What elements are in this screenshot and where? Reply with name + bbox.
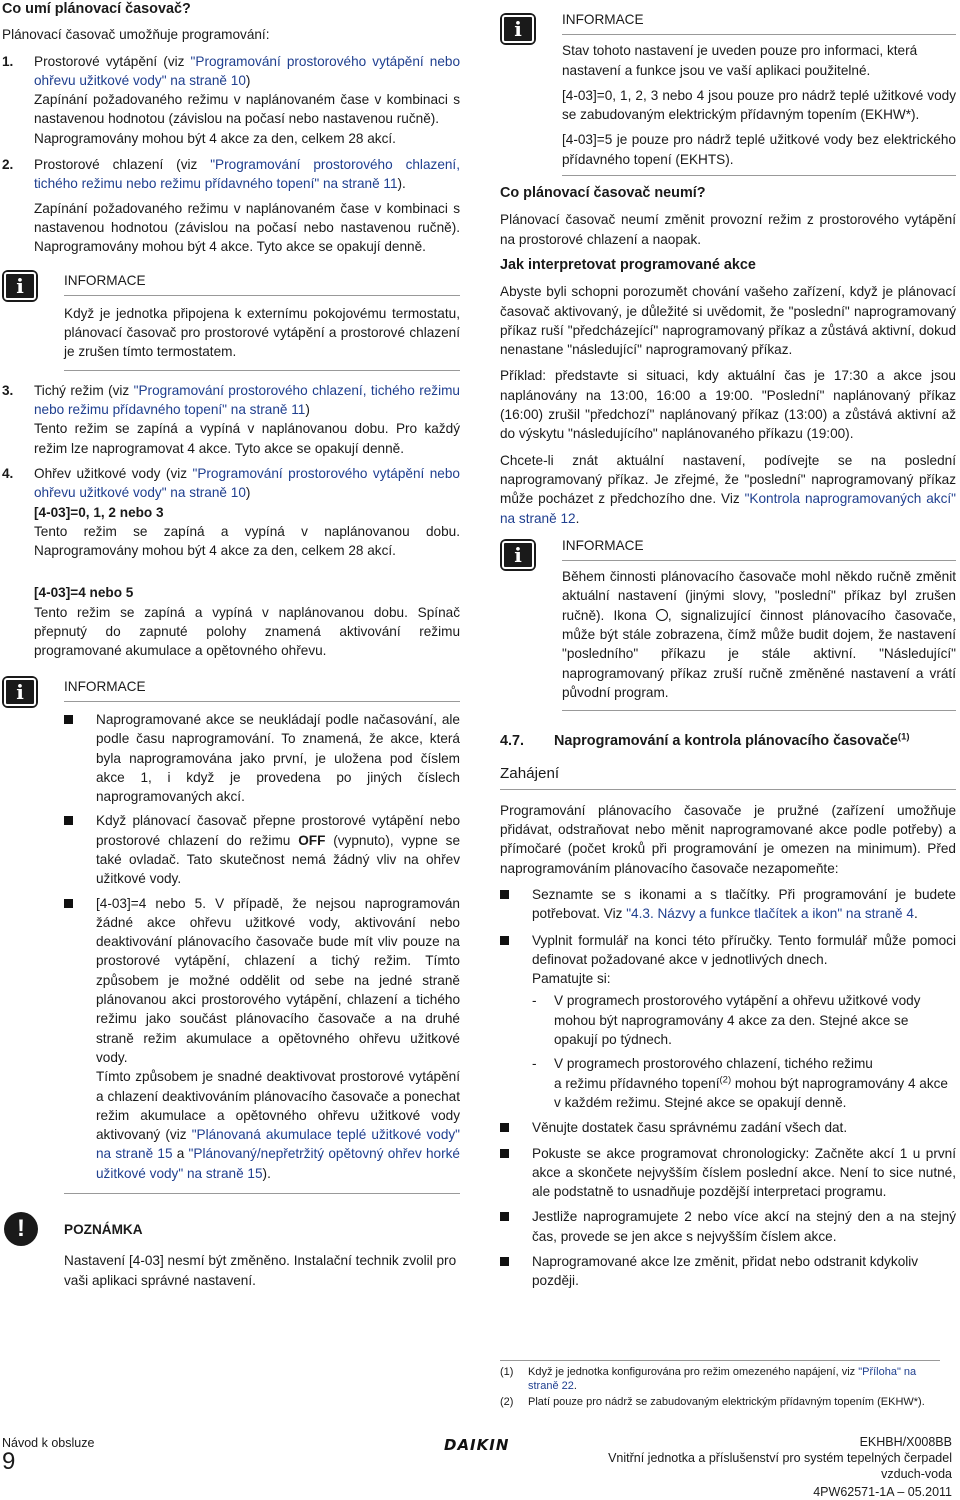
link-space-heating[interactable]: "Programování prostorového vytápění nebo ohřevu užitkové vody" na straně 10 [34, 53, 461, 88]
info-bullet: Naprogramované akce se neukládají podle načasování, ale podle času naprogramování. To znamená, že akce, která byla naprogramována jako první, je uložena pod číslem akce 1, i když je provedena po jiných číslech naprogramovaných akcí. [64, 710, 460, 806]
footnote: (2) Platí pouze pro nádrž se zabudovaným elektrickým přídavným topením (EKHW*). [500, 1396, 925, 1408]
footer-info [572, 1434, 952, 1500]
doc-code: 4PW62571-1A – 05.2011 [813, 1485, 952, 1499]
list-item: Pokuste se akce programovat chronologicky: Začněte akcí 1 u první akce a skončete nejvyšším číslem poslední akce. Není to sice nutné, ale podstatně to usnadňuje pozdější interpretaci programu. [500, 1144, 956, 1202]
heading-can-do: Co umí plánovací časovač? [2, 1, 191, 17]
info-icon: i [2, 270, 38, 302]
list-number: 2. [2, 157, 14, 173]
intro-text: Plánovací časovač umožňuje programování: [2, 27, 270, 43]
link-space-cooling[interactable]: "Programování prostorového chlazení, tichého režimu nebo režimu přídavného topení" na straně 11 [34, 157, 460, 192]
info-title: INFORMACE [64, 267, 460, 296]
footnote: (1) Když je jednotka konfigurována pro režim omezeného napájení, viz "Příloha" na straně 22. [500, 1366, 917, 1392]
info-bullet: Když plánovací časovač přepne prostorové vytápění nebo prostorové chlazení do režimu OFF (vypnuto), vypne se také ovladač. Tato skutečnost nemá žádný vliv na ohřev užitkové vody. [64, 811, 460, 888]
info-icon: i [500, 539, 536, 571]
bullet-square-icon [500, 1257, 509, 1266]
link-check-actions[interactable]: "Kontrola naprogramovaných akcí" na straně 12 [500, 491, 956, 526]
info-title: INFORMACE [562, 10, 956, 35]
list-number: 4. [2, 465, 14, 481]
link-icons-buttons[interactable]: "4.3. Názvy a funkce tlačítek a ikon" na straně 4 [626, 906, 914, 922]
bullet-square-icon [500, 890, 509, 899]
manual-label: Návod k obsluze [2, 1436, 95, 1450]
note-title: POZNÁMKA [64, 1222, 143, 1238]
bullet-square-icon [500, 936, 509, 945]
info-icon: i [2, 676, 38, 708]
bullet-square-icon [64, 715, 73, 724]
bullet-square-icon [500, 1149, 509, 1158]
heading-cannot: Co plánovací časovač neumí? [500, 185, 706, 202]
info-bullet: [4-03]=4 nebo 5. V případě, že nejsou naprogramován žádné akce ohřevu užitkové vody, aktivování nebo deaktivování plánovacího časovače bude mít vliv pouze na prostorové vytápění, chlazení a tichý režim. Tímto způsobem je možné oddělit od sebe na jedné straně plánovanou akci prostorového vytápění, chlazení a tichého režimu jako součást plánovacího časovače a na druhé straně režim akumulace a opětovného ohřevu užitkové vody. Tímto způsobem je snadné deaktivovat prostorové vytápění a chlazení deaktivováním plánovacího časovače a ponechat režim akumulace a opětovného ohřevu užitkové vody aktivovaný (viz "Plánovaná akumulace teplé užitkové vody" na straně 15 a "Plánovaný/nepřetržitý opětovný ohřev horké užitkové vody" na straně 15). [64, 894, 460, 1183]
info-icon: i [500, 13, 536, 45]
daikin-logo: DAIKIN [444, 1436, 510, 1454]
footnotes [500, 1360, 940, 1409]
warning-icon: ! [4, 1212, 38, 1246]
note-box: ! POZNÁMKA Nastavení [4-03] nesmí být změněno. Instalační technik zvolil pro vaši aplikaci správné nastavení. [2, 1212, 460, 1290]
info-box-notes [2, 673, 460, 1194]
page-number: 9 [2, 1448, 16, 1475]
list-item: Věnujte dostatek času správnému zadání všech dat. [500, 1118, 956, 1137]
bullet-square-icon [64, 816, 73, 825]
info-title: INFORMACE [64, 673, 460, 702]
list-item-2: 2. Prostorové chlazení (viz "Programování prostorového chlazení, tichého režimu nebo režimu přídavného topení" na straně 11). Zapínání požadovaného režimu v naplánovaném čase v kombinaci s nastavenou hodnotou (závislou na počasí nebo nastavenou ručně). Naprogramovány mohou být 4 akce. Tyto akce se opakují denně. [2, 157, 460, 255]
right-column: i INFORMACE Stav tohoto nastavení je uveden pouze pro informaci, která nastavení a funkce jsou ve vaší aplikaci použitelné. [4-03]=0, 1, 2, 3 nebo 4 jsou pouze pro nádrž teplé užitkové vody se zabudovaným elektrickým přídavným topením (EKHW*). [4-03]=5 je pouze pro nádrž teplé užitkové vody bez elektrického přídavného topení (EKHTS). Co plánovací časovač neumí? Plánovací časovač neumí změnit provozní režim z prostorového vytápění na prostorové chlazení a naopak. Jak interpretovat programované akce Abyste byli schopni porozumět chování vašeho zařízení, když je plánovací časovač aktivovaný, je důležité si uvědomit, že "poslední" naprogramovaný příkaz ruší "předcházející" naprogramovaný příkaz a zůstává aktivní, dokud nenastane "následující" naprogramovaný příkaz. Příklad: představte si situaci, kdy aktuální čas je 17:30 a akce jsou naplánovány na 13:00, 16:00 a 19:00. "Poslední" naplánovaný příkaz (16:00) zrušil "předchozí" naplánovaný příkaz (13:00) a zůstává aktivní až do výskytu "následujícího" naplánovaného příkazu (19:00). Chcete-li znát aktuální nastavení, podívejte se na poslední naprogramovaný příkaz. Je zřejmé, že "poslední" naprogramovaný příkaz může pocházet z předchozího dne. Viz "Kontrola naprogramovaných akcí" na straně 12. i INFORMACE Během činnosti plánovacího časovače mohl někdo ručně změnit aktuální nastavení (jinými slovy, "poslední" příkaz byl zrušen ručně). Ikona , signalizující činnost plánovacího časovače, může být stále zobrazena, čímž může budit dojem, že nastavení "posledního" příkazu je stále aktivní. "Následující" naprogramovaný příkaz zruší ručně změněné nastavení a vrátí původní program. 4.7. Naprogramování a kontrola plánovacího časovače$^{(1)}$ Zahájení Programování plánovacího časovače je pružné (zařízení umožňuje přidávat, odstraňovat nebo měnit naprogramované akce podle potřeby) a přímočaré (počet kroků při programování je omezen na minimum). Před naprogramováním plánovacího časovače nezapomeňte: Seznamte se s ikonami a s tlačítky. Při programování je budete potřebovat. Viz "4.3. Názvy a funkce tlačítek a ikon" na straně 4. Vyplnit formulář na konci této příručky. Tento formulář může pomoci definovat požadované akce v jednotlivých dnech. Pamatujte si: - V programech prostorového vytápění a ohřevu užitkové vody mohou být naprogramovány 4 akce za den. Stejné akce se opakují po týdnech. - V programech prostorového chlazení, tichého režimu a režimu přídavného topení$^{(2)}$ mohou být naprogramovány 4 akce v každém režimu. Stejné akce se opakují denně. Věnujte dostatek času správnému zadání všech dat. Pokuste se akce programovat chronologicky: Začněte akcí 1 u první akce a skončete nejvyšším číslem poslední akce. Není to sice nutné, ale podstatně to usnadňuje pozdější interpretaci programu. Jestliže naprogramujete 2 nebo více akcí na stejný den a na stejný čas, provede se jen akce s nejvyšším číslem akce. Naprogramované akce lze změnit, přidat nebo odstranit kdykoliv později. [500, 10, 956, 1291]
link-dhw-storage[interactable]: "Plánovaná akumulace teplé užitkové vody" na straně 15 [96, 1127, 460, 1162]
heading-interpret: Jak interpretovat programované akce [500, 256, 756, 273]
link-quiet-mode[interactable]: "Programování prostorového chlazení, tichého režimu nebo režimu přídavného topení" na straně 11 [34, 382, 460, 418]
list-item-3: 3. Tichý režim (viz "Programování prostorového chlazení, tichého režimu nebo režimu přídavného topení" na straně 11) Tento režim se zapíná a vypíná v naplánovanou dobu. Pro každý režim lze naprogramovat 4 akce. Tyto akce se opakují denně. [2, 382, 460, 456]
subsection-title: Zahájení [500, 764, 956, 790]
link-appendix[interactable]: "Příloha" na straně 22 [528, 1366, 917, 1392]
link-dhw-reheat[interactable]: "Plánovaný/nepřetržitý opětovný ohřev horké užitkové vody" na straně 15 [96, 1146, 460, 1181]
dash-item: - V programech prostorového chlazení, tichého režimu a režimu přídavného topení$^{(2)}$ mohou být naprogramovány 4 akce v každém režimu. Stejné akce se opakují denně. [532, 1056, 948, 1110]
list-item: Jestliže naprogramujete 2 nebo více akcí na stejný den a na stejný čas, provede se jen akce s nejvyšším číslem akce. [500, 1207, 956, 1246]
link-dhw[interactable]: "Programování prostorového vytápění nebo ohřevu užitkové vody" na straně 10 [34, 465, 460, 501]
clock-icon [656, 609, 668, 621]
list-number: 3. [2, 382, 14, 398]
dash-item: - V programech prostorového vytápění a ohřevu užitkové vody mohou být naprogramovány 4 akce za den. Stejné akce se opakují po týdnech. [532, 993, 921, 1048]
left-column [2, 0, 460, 1290]
info-box-thermostat: i INFORMACE Když je jednotka připojena k externímu pokojovému termostatu, plánovací časovač pro prostorové vytápění a prostorové chlazení je zrušen tímto termostatem. [2, 267, 460, 371]
list-item: Naprogramované akce lze změnit, přidat nebo odstranit kdykoliv později. [500, 1252, 956, 1291]
bullet-square-icon [500, 1123, 509, 1132]
info-box-manual-change: i INFORMACE Během činnosti plánovacího časovače mohl někdo ručně změnit aktuální nastavení (jinými slovy, "poslední" příkaz byl zrušen ručně). Ikona , signalizující činnost plánovacího časovače, může být stále zobrazena, čímž může budit dojem, že nastavení "posledního" příkazu je stále aktivní. "Následující" naprogramovaný příkaz zruší ručně změněné nastavení a vrátí původní program. [500, 536, 956, 711]
info-title: INFORMACE [562, 536, 956, 561]
section-heading: 4.7. Naprogramování a kontrola plánovacího časovače$^{(1)}$ [500, 731, 910, 750]
list-item-1: 1. Prostorové vytápění (viz "Programování prostorového vytápění nebo ohřevu užitkové vody" na straně 10) Zapínání požadovaného režimu v naplánovaném čase v kombinaci s nastavenou hodnotou (závislou na počasí nebo nastavenou ručně). Naprogramovány mohou být 4 akce za den, celkem 28 akcí. [2, 53, 461, 146]
info-box-settings: i INFORMACE Stav tohoto nastavení je uveden pouze pro informaci, která nastavení a funkce jsou ve vaší aplikaci použitelné. [4-03]=0, 1, 2, 3 nebo 4 jsou pouze pro nádrž teplé užitkové vody se zabudovaným elektrickým přídavným topením (EKHW*). [4-03]=5 je pouze pro nádrž teplé užitkové vody bez elektrického přídavného topení (EKHTS). [500, 10, 956, 176]
list-item: Vyplnit formulář na konci této příručky. Tento formulář může pomoci definovat požadované akce v jednotlivých dnech. Pamatujte si: - V programech prostorového vytápění a ohřevu užitkové vody mohou být naprogramovány 4 akce za den. Stejné akce se opakují po týdnech. - V programech prostorového chlazení, tichého režimu a režimu přídavného topení$^{(2)}$ mohou být naprogramovány 4 akce v každém režimu. Stejné akce se opakují denně. [500, 931, 956, 1113]
bullet-square-icon [500, 1212, 509, 1221]
model-code: EKHBH/X008BB [859, 1435, 952, 1449]
list-item-4: 4. Ohřev užitkové vody (viz "Programování prostorového vytápění nebo ohřevu užitkové vody" na straně 10) [4-03]=0, 1, 2 nebo 3 Tento režim se zapíná a vypíná v naplánovanou dobu. Naprogramovány mohou být 4 akce za den, celkem 28 akcí. [4-03]=4 nebo 5 Tento režim se zapíná a vypíná v naplánovanou dobu. Spínač přepnutý do zapnuté polohy znamená aktivování režimu programované akumulace a opětovného ohřevu. [2, 465, 460, 659]
product-desc: Vnitřní jednotka a příslušenství pro systém tepelných čerpadel vzduch-voda [608, 1451, 952, 1481]
list-item: Seznamte se s ikonami a s tlačítky. Při programování je budete potřebovat. Viz "4.3. Názvy a funkce tlačítek a ikon" na straně 4. [500, 885, 956, 924]
bullet-square-icon [64, 899, 73, 908]
list-number: 1. [2, 53, 14, 69]
